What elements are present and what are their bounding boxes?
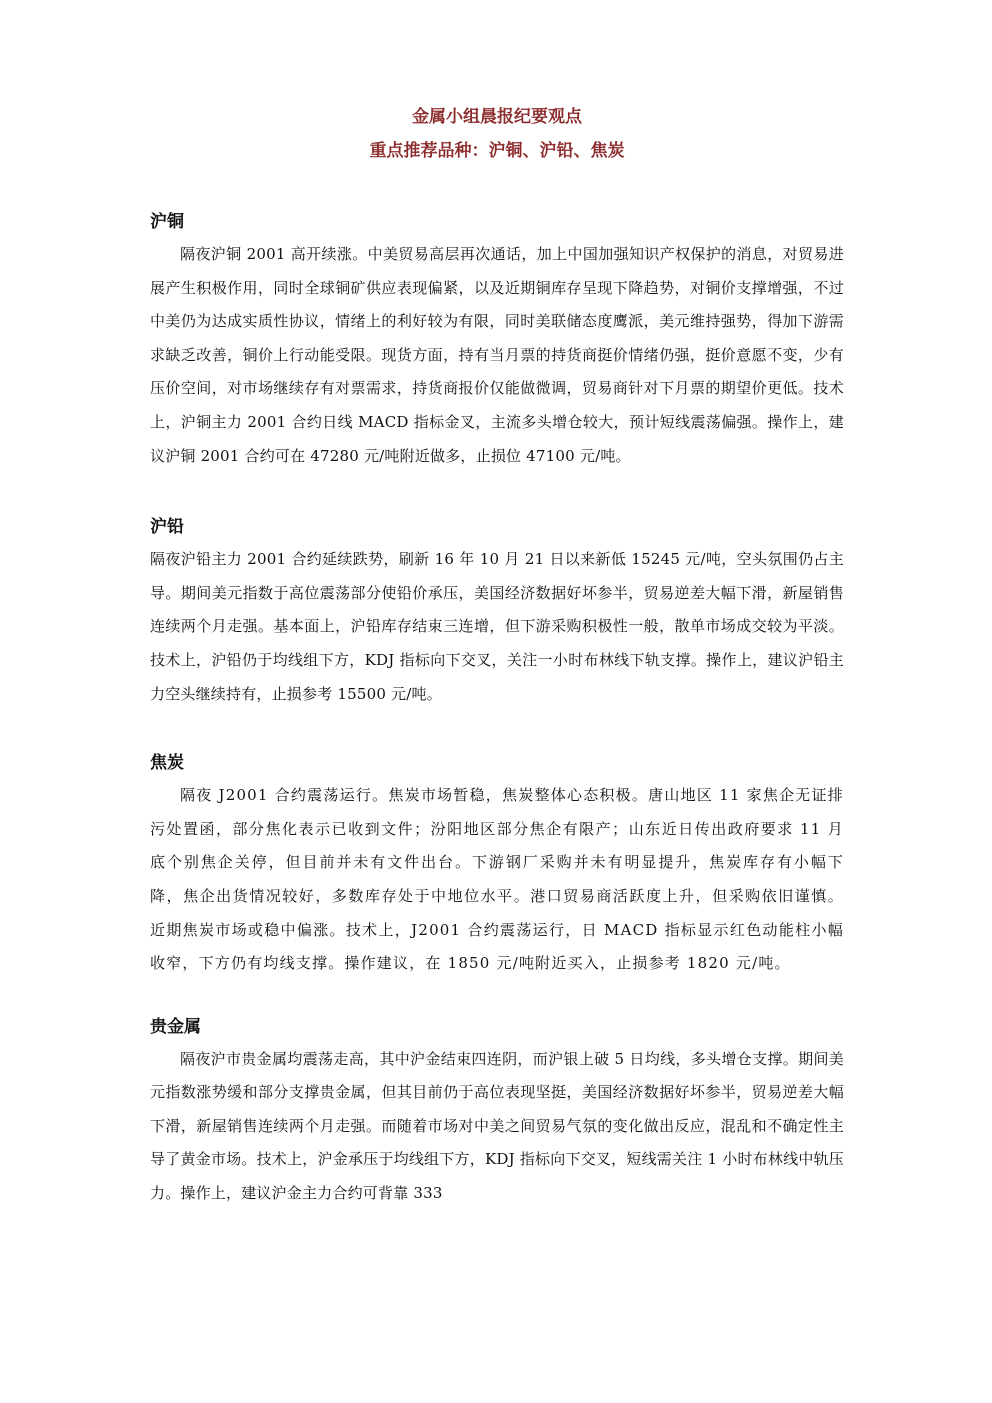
section-body: 隔夜 J2001 合约震荡运行。焦炭市场暂稳，焦炭整体心态积极。唐山地区 11 家焦企无证排污处置函，部分焦化表示已收到文件；汾阳地区部分焦企有限产；山东近日传出政府要求 11 月底个别焦企关停，但目前并未有文件出台。下游钢厂采购并未有明显提升，焦炭库存有小幅下降，焦企出货情况较好，多数库存处于中地位水平。港口贸易商活跃度上升，但采购依旧谨慎。近期焦炭市场或稳中偏涨。技术上，J2001 合约震荡运行，日 MACD 指标显示红色动能柱小幅收窄，下方仍有均线支撑。操作建议，在 1850 元/吨附近买入，止损参考 1820 元/吨。: [150, 786, 844, 973]
section-heading: 焦炭: [150, 753, 184, 774]
section-precious-metals: [150, 1011, 844, 1211]
document-page: [150, 96, 844, 1211]
section-body: 隔夜沪铅主力 2001 合约延续跌势，刷新 16 年 10 月 21 日以来新低 15245 元/吨，空头氛围仍占主导。期间美元指数于高位震荡部分使铅价承压，美国经济数据好坏参半，贸易逆差大幅下滑，新屋销售连续两个月走强。基本面上，沪铅库存结束三连增，但下游采购积极性一般，散单市场成交较为平淡。技术上，沪铅仍于均线组下方，KDJ 指标向下交叉，关注一小时布林线下轨支撑。操作上，建议沪铅主力空头继续持有，止损参考 15500 元/吨。: [150, 550, 844, 703]
section-body: 隔夜沪铜 2001 高开续涨。中美贸易高层再次通话，加上中国加强知识产权保护的消息，对贸易进展产生积极作用，同时全球铜矿供应表现偏紧，以及近期铜库存呈现下降趋势，对铜价支撑增强，不过中美仍为达成实质性协议，情绪上的利好较为有限，同时美联储态度鹰派，美元维持强势，得加下游需求缺乏改善，铜价上行动能受限。现货方面，持有当月票的持货商挺价情绪仍强，挺价意愿不变，少有压价空间，对市场继续存有对票需求，持货商报价仅能做微调，贸易商针对下月票的期望价更低。技术上，沪铜主力 2001 合约日线 MACD 指标金叉，主流多头增仓较大，预计短线震荡偏强。操作上，建议沪铜 2001 合约可在 47280 元/吨附近做多，止损位 47100 元/吨。: [150, 245, 844, 465]
section-lead: [150, 511, 844, 711]
section-copper: [150, 206, 844, 473]
document-title: 金属小组晨报纪要观点: [412, 107, 582, 127]
section-heading: 沪铜: [150, 212, 184, 232]
section-heading: 沪铅: [150, 517, 184, 538]
section-coke: [150, 747, 844, 981]
section-body: 隔夜沪市贵金属均震荡走高，其中沪金结束四连阴，而沪银上破 5 日均线，多头增仓支撑。期间美元指数涨势缓和部分支撑贵金属，但其目前仍于高位表现坚挺，美国经济数据好坏参半，贸易逆差大幅下滑，新屋销售连续两个月走强。而随着市场对中美之间贸易气氛的变化做出反应，混乱和不确定性主导了黄金市场。技术上，沪金承压于均线组下方，KDJ 指标向下交叉，短线需关注 1 小时布林线中轨压力。操作上，建议沪金主力合约可背靠 333: [150, 1049, 844, 1203]
section-heading: 贵金属: [150, 1016, 201, 1037]
document-subtitle: 重点推荐品种：沪铜、沪铅、焦炭: [369, 141, 625, 161]
